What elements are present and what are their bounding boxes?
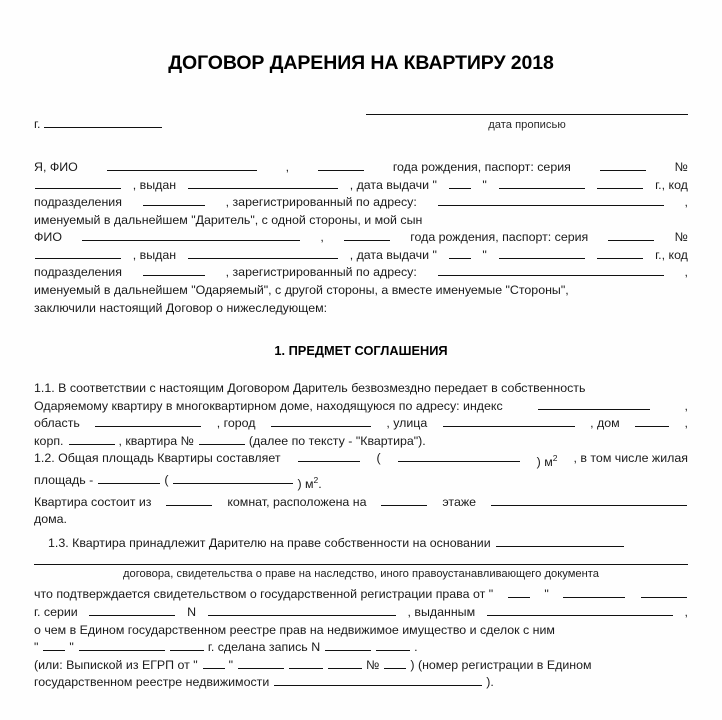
- region-label: область: [34, 416, 80, 431]
- record-made-label: г. сделана запись N: [207, 640, 321, 655]
- donor-fio-fill[interactable]: [107, 159, 257, 171]
- city-block: [34, 117, 162, 131]
- house-fill[interactable]: [635, 415, 669, 427]
- n-label: N: [187, 605, 197, 620]
- superscript-2: 2: [552, 453, 558, 464]
- clause-1-3-continued: [34, 586, 688, 691]
- donor-line-3: [34, 194, 688, 212]
- donee-line-2: [34, 247, 688, 265]
- region-fill[interactable]: [95, 415, 201, 427]
- donor-line-4: именуемый в дальнейшем "Даритель", с одной стороны, и мой сын: [34, 212, 423, 227]
- donor-issue-day-fill[interactable]: [449, 177, 471, 189]
- paren-open-1: (: [376, 451, 381, 466]
- street-label: , улица: [386, 416, 428, 431]
- sqm-label-2: ) $м^2$.: [297, 475, 322, 492]
- living-area-label: площадь -: [34, 473, 94, 488]
- incl-living-label: , в том числе жилая: [573, 451, 688, 466]
- apartment-fill[interactable]: [199, 433, 245, 445]
- ownership-basis-long-fill[interactable]: [34, 563, 688, 565]
- donee-block: [34, 229, 688, 317]
- donor-year-code-label: г., код: [655, 177, 688, 192]
- donee-number-sign: №: [674, 230, 688, 245]
- donee-subdivision-label: подразделения: [34, 265, 122, 280]
- donor-subdivision-label: подразделения: [34, 195, 122, 210]
- donee-line-5: заключили настоящий Договор о нижеследующем:: [34, 300, 328, 315]
- ownership-basis-caption: договора, свидетельства о праве на наследство, иного правоустанавливающего документа: [122, 568, 600, 581]
- donor-comma-1: ,: [285, 160, 290, 174]
- city-label-2: , город: [216, 416, 256, 431]
- egrn-close-paren: ).: [486, 675, 494, 690]
- donee-line-3: [34, 264, 688, 282]
- series-fill[interactable]: [89, 604, 175, 616]
- street-fill[interactable]: [443, 415, 575, 427]
- egrp-number-sign: №: [366, 657, 380, 672]
- rooms-floor-label: комнат, расположена на: [227, 494, 367, 509]
- clause-1-1-line-3: [34, 415, 688, 433]
- donee-issued-by-fill[interactable]: [188, 247, 338, 259]
- egrn-registry-fill[interactable]: [274, 674, 482, 686]
- building-fill[interactable]: [69, 433, 115, 445]
- donee-issue-month-fill[interactable]: [499, 247, 585, 259]
- egrn-note-label: ) (номер регистрации в Едином: [410, 657, 592, 672]
- clause-1-2-line-1: [34, 450, 688, 472]
- donor-issue-date-label: , дата выдачи ": [349, 177, 437, 192]
- series-label: г. серии: [34, 605, 78, 620]
- house-label: , дом: [590, 416, 620, 431]
- egrp-day-fill[interactable]: [203, 657, 225, 669]
- registration-cert-label: что подтверждается свидетельством о государственной регистрации права от ": [34, 587, 494, 602]
- reg-year-fill[interactable]: [641, 586, 687, 598]
- apartment-label: , квартира №: [118, 433, 194, 448]
- donor-block: [34, 159, 688, 229]
- donee-registered-label: , зарегистрированный по адресу:: [225, 265, 417, 280]
- donor-passport-number-fill[interactable]: [35, 177, 121, 189]
- record-period: .: [414, 640, 418, 655]
- record-day-fill[interactable]: [43, 639, 65, 651]
- record-number-fill[interactable]: [325, 639, 371, 651]
- donor-passport-series-fill[interactable]: [600, 159, 646, 171]
- clause-1-3-line-5: [34, 639, 688, 657]
- quote-open-record: ": [34, 640, 39, 655]
- cert-issuer-fill[interactable]: [487, 604, 673, 616]
- date-fill-line[interactable]: [366, 113, 688, 115]
- clause-1-1-line-1: 1.1. В соответствии с настоящим Договором Даритель безвозмездно передает в собственность: [34, 381, 586, 396]
- egrp-number-fill[interactable]: [384, 657, 406, 669]
- clause-1-3-line-7: [34, 674, 688, 692]
- ownership-basis-fill[interactable]: [496, 535, 624, 547]
- donee-comma-3: ,: [684, 265, 688, 280]
- donor-birth-passport-label: года рождения, паспорт: серия: [392, 160, 571, 174]
- donee-passport-series-fill[interactable]: [608, 229, 654, 241]
- donor-fio-label: Я, ФИО: [34, 160, 78, 174]
- donee-line-4: именуемый в дальнейшем "Одаряемый", с другой стороны, а вместе именуемые "Стороны",: [34, 283, 569, 298]
- donor-line-1: [34, 159, 688, 177]
- donee-birthyear-fill[interactable]: [344, 229, 390, 241]
- rooms-prefix-label: Квартира состоит из: [34, 494, 152, 509]
- donee-fio-label: ФИО: [34, 230, 62, 245]
- living-area-words-fill[interactable]: [173, 472, 293, 484]
- donee-passport-number-fill[interactable]: [35, 247, 121, 259]
- donee-address-fill[interactable]: [438, 264, 664, 276]
- egrp-month-fill[interactable]: [238, 657, 284, 669]
- donee-subdivision-fill[interactable]: [143, 264, 205, 276]
- total-area-words-fill[interactable]: [398, 450, 520, 462]
- donor-quote-close-1: ": [482, 177, 487, 192]
- donor-issued-by-fill[interactable]: [188, 177, 338, 189]
- clause-1-3-line-6: [34, 657, 688, 675]
- egrp-year-fill[interactable]: [328, 657, 362, 669]
- clause-1-1-line-4: [34, 433, 688, 451]
- total-area-fill[interactable]: [298, 450, 360, 462]
- page-title: ДОГОВОР ДАРЕНИЯ НА КВАРТИРУ 2018: [168, 52, 554, 74]
- donee-year-code-label: г., код: [655, 247, 688, 262]
- floor-fill[interactable]: [381, 494, 427, 506]
- clause-1-3-line-4: о чем в Едином государственном реестре прав на недвижимое имущество и сделок с ним: [34, 622, 555, 637]
- quote-close-reg: ": [544, 587, 549, 602]
- donor-line-2: [34, 177, 688, 195]
- paren-open-2: (: [164, 473, 169, 488]
- clause-1-3: [34, 535, 688, 553]
- floor-label: этаже: [442, 494, 477, 509]
- clause-1-1: [34, 380, 688, 450]
- clause-1-3-comma: ,: [684, 605, 688, 620]
- record-year-fill[interactable]: [170, 639, 204, 651]
- section-1-heading: 1. ПРЕДМЕТ СОГЛАШЕНИЯ: [274, 343, 448, 359]
- egrp-month-fill-2[interactable]: [289, 657, 323, 669]
- clause-1-2-line-2: [34, 472, 688, 494]
- superscript-2-b: 2: [313, 475, 319, 486]
- ownership-basis-label: 1.3. Квартира принадлежит Дарителю на праве собственности на основании: [48, 535, 491, 550]
- living-area-fill[interactable]: [98, 472, 160, 484]
- donor-issue-year-fill[interactable]: [597, 177, 643, 189]
- apartment-alias-note: (далее по тексту - "Квартира").: [248, 433, 426, 448]
- date-caption: дата прописью: [488, 119, 566, 131]
- date-block: [366, 113, 688, 131]
- total-area-label: 1.2. Общая площадь Квартиры составляет: [34, 451, 281, 466]
- postal-index-fill[interactable]: [538, 398, 650, 410]
- donee-issue-year-fill[interactable]: [597, 247, 643, 259]
- reg-day-fill[interactable]: [508, 586, 530, 598]
- donor-subdivision-fill[interactable]: [143, 194, 205, 206]
- clause-1-3-line-3: [34, 604, 688, 622]
- sqm-label-1: ) $м^2$: [536, 453, 558, 470]
- donor-issued-label: , выдан: [132, 177, 177, 192]
- clause-1-1-address-label: Одаряемому квартиру в многоквартирном доме, находящуюся по адресу: индекс: [34, 398, 503, 413]
- clause-1-2-line-3: [34, 494, 688, 512]
- clause-1-1-comma-2: ,: [684, 398, 688, 413]
- donee-comma-1: ,: [320, 230, 324, 245]
- issued-by-label: , выданным: [407, 605, 476, 620]
- header-city-date-row: [34, 113, 688, 131]
- donee-issued-label: , выдан: [132, 247, 177, 262]
- clause-1-3-line-1: [48, 535, 688, 553]
- city-fill[interactable]: [271, 415, 371, 427]
- donor-issue-month-fill[interactable]: [499, 177, 585, 189]
- donee-issue-date-label: , дата выдачи ": [349, 247, 437, 262]
- reg-month-fill[interactable]: [563, 586, 625, 598]
- donee-line-1: [34, 229, 688, 247]
- donor-registered-label: , зарегистрированный по адресу:: [225, 195, 417, 210]
- house-type-fill[interactable]: [491, 494, 687, 506]
- donee-quote-close-1: ": [482, 247, 487, 262]
- donor-comma-3: ,: [684, 195, 688, 210]
- egrp-extract-label: (или: Выпиской из ЕГРП от ": [34, 657, 198, 672]
- clause-1-3-line-2: [34, 586, 688, 604]
- clause-1-1-line-2: [34, 398, 688, 416]
- quote-close-record: ": [69, 640, 74, 655]
- cert-number-fill[interactable]: [208, 604, 396, 616]
- donee-issue-day-fill[interactable]: [449, 247, 471, 259]
- donor-birthyear-fill[interactable]: [318, 159, 364, 171]
- egrn-registry-label: государственном реестре недвижимости: [34, 675, 270, 690]
- donee-fio-fill[interactable]: [82, 229, 300, 241]
- record-month-fill[interactable]: [79, 639, 165, 651]
- clause-1-1-comma-3: ,: [684, 416, 688, 431]
- building-label: корп.: [34, 433, 64, 448]
- donor-address-fill[interactable]: [438, 194, 664, 206]
- rooms-count-fill[interactable]: [166, 494, 212, 506]
- donor-number-sign: №: [674, 160, 688, 174]
- clause-1-2-line-4: дома.: [34, 512, 67, 527]
- record-number-fill-2[interactable]: [376, 639, 410, 651]
- city-label: г.: [34, 117, 41, 131]
- city-fill-line[interactable]: [44, 117, 162, 128]
- donee-birth-passport-label: года рождения, паспорт: серия: [410, 230, 589, 245]
- clause-1-2: [34, 450, 688, 529]
- quote-close-egrp: ": [228, 657, 234, 672]
